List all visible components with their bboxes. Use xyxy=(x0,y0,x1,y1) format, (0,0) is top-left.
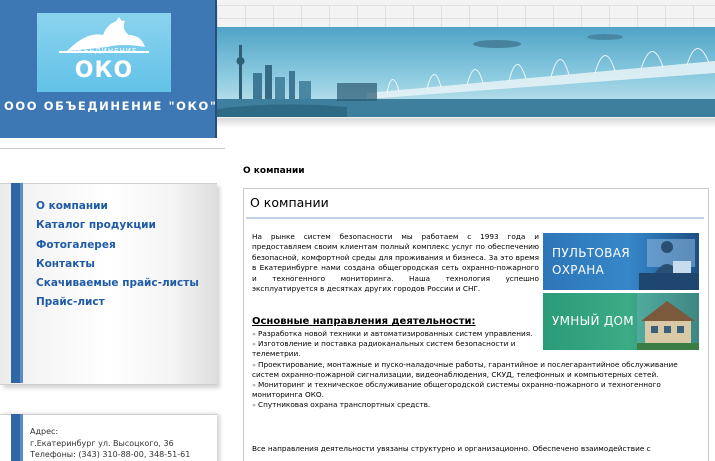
header-banner-image xyxy=(217,27,715,117)
sidebar-item-downloads[interactable]: Скачиваемые прайс-листы xyxy=(36,277,199,290)
address-street: г.Екатеринбург ул. Высоцкого, 36 xyxy=(30,438,174,448)
title-divider xyxy=(246,217,704,219)
sidebar-item-gallery[interactable]: Фотогалерея xyxy=(36,238,116,251)
address-accent-bar xyxy=(11,414,23,461)
footer-paragraph: Все направления деятельности увязаны структурно и организационно. Обеспечено взаимодействие с xyxy=(252,444,651,453)
sidebar-item-contacts[interactable]: Контакты xyxy=(36,257,95,270)
sidebar-item-pricelist[interactable]: Прайс-лист xyxy=(36,296,105,309)
promo-banner-smart-home[interactable] xyxy=(543,293,699,350)
list-item-text: Проектирование, монтажные и пуско-наладочные работы, гарантийное и послегарантийное обслуживание систем охранно-пожарной сигнализации, видеонаблюдения, СКУД, телефонных и компьютерных сетей. xyxy=(252,359,678,379)
address-block xyxy=(30,426,190,461)
banner-shadow xyxy=(217,118,715,128)
company-logo[interactable] xyxy=(37,13,171,92)
address-label: Адрес: xyxy=(30,427,59,436)
page-title: О компании xyxy=(250,195,329,210)
city-skyline-illustration xyxy=(217,27,715,117)
address-phones: Телефоны: (343) 310-88-00, 348-51-61 xyxy=(30,450,191,459)
house-icon xyxy=(637,293,699,350)
operator-desk-icon xyxy=(629,233,699,290)
double-chevron-icon: » xyxy=(252,360,256,369)
logo-caption: ОБЪЕДИНЕНИЕ xyxy=(70,47,138,55)
promo-banner-monitoring[interactable] xyxy=(543,233,699,290)
section-heading: Основные направления деятельности: xyxy=(252,316,476,327)
list-item-text: Спутниковая охрана транспортных средств. xyxy=(257,400,431,410)
logo-wordmark: ОКО xyxy=(74,58,134,83)
double-chevron-icon: » xyxy=(252,381,256,390)
list-item-text: Разработка новой техники и автоматизированных систем управления. xyxy=(257,329,533,338)
double-chevron-icon: » xyxy=(252,401,256,410)
sidebar-nav xyxy=(36,197,199,313)
promo-smart-home-label: УМНЫЙ ДОМ xyxy=(552,314,634,328)
promo-monitoring-line1: ПУЛЬТОВАЯ xyxy=(552,246,630,260)
promo-monitoring-line2: ОХРАНА xyxy=(552,263,605,277)
list-item xyxy=(252,400,702,410)
double-chevron-icon: » xyxy=(252,330,256,338)
sidebar-accent-bar xyxy=(11,183,23,383)
list-item-text: Изготовление и поставка радиоканальных систем безопасности и телеметрии. xyxy=(252,339,516,359)
sidebar-item-catalog[interactable]: Каталог продукции xyxy=(36,219,156,232)
list-item-text: Мониторинг и техническое обслуживание общегородской системы охранно-пожарного и техногенного мониторинга ОКО. xyxy=(252,380,661,400)
breadcrumb: О компании xyxy=(243,166,305,176)
list-item xyxy=(252,360,702,380)
intro-paragraph: На рынке систем безопасности мы работаем с 1993 года и предоставляем своим клиентам полный комплекс услуг по обеспечению безопасной, комфортной среды для проживания и бизнеса. За это время в Екатеринбурге нами создана общегородская сеть охранно-пожарного и техногенного мониторинга. Наша технология успешно эксплуатируется в десятках других городов России и СНГ. xyxy=(252,232,539,294)
company-name: ООО ОБЪЕДИНЕНИЕ "ОКО" xyxy=(4,99,218,113)
list-item xyxy=(252,329,537,339)
list-item xyxy=(252,380,702,400)
double-chevron-icon: » xyxy=(252,340,256,349)
list-item xyxy=(252,339,537,359)
divider xyxy=(0,148,225,149)
sidebar-item-about[interactable]: О компании xyxy=(36,200,108,212)
